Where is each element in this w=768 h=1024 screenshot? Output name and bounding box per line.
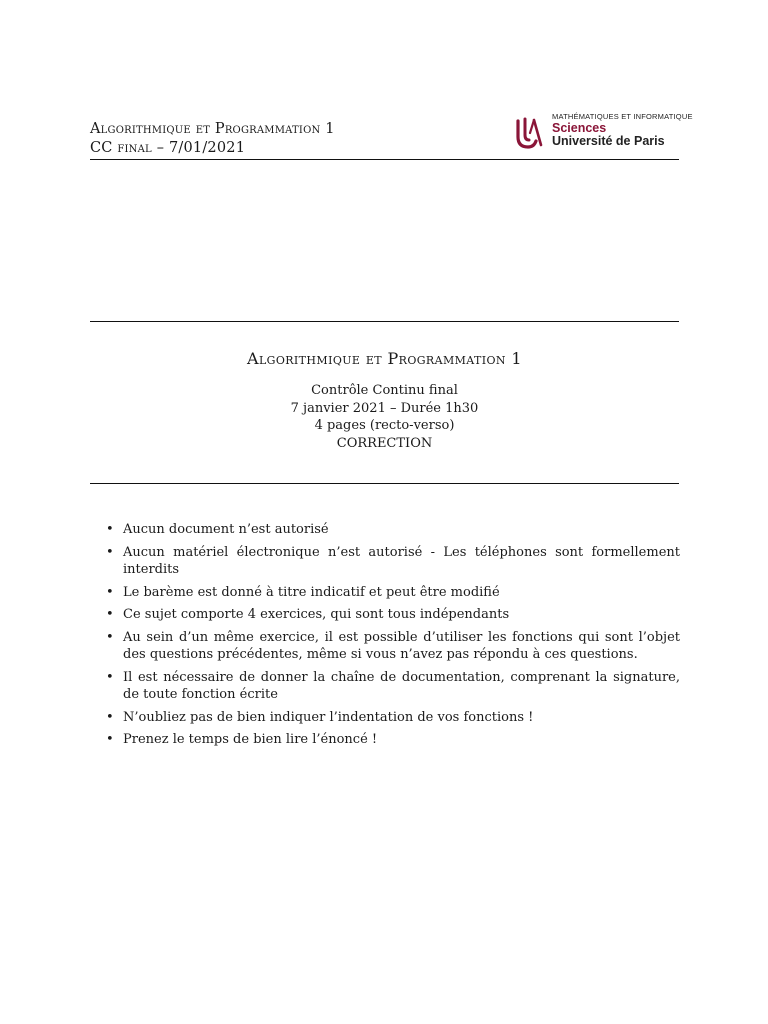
list-item <box>106 669 680 704</box>
bullet-icon: • <box>106 607 114 622</box>
university-logo <box>516 112 693 152</box>
title-correction: CORRECTION <box>336 435 433 451</box>
bullet-icon: • <box>106 522 114 537</box>
university-logo-mark-icon <box>516 117 546 149</box>
list-item <box>106 544 680 579</box>
instruction-text: Aucun document n’est autorisé <box>123 522 329 537</box>
list-item <box>106 584 680 602</box>
title-top-divider <box>90 321 679 322</box>
list-item <box>106 731 680 749</box>
bullet-icon: • <box>106 629 114 645</box>
instruction-text: Ce sujet comporte 4 exercices, qui sont tous indépendants <box>123 607 510 622</box>
title-date-duration: 7 janvier 2021 – Durée 1h30 <box>290 400 479 416</box>
list-item <box>106 709 680 727</box>
logo-university: Université de Paris <box>552 134 665 148</box>
bullet-icon: • <box>106 732 114 747</box>
bullet-icon: • <box>106 669 114 685</box>
list-item <box>106 629 680 664</box>
title-bottom-divider <box>90 483 679 484</box>
title-exam-type: Contrôle Continu final <box>311 383 458 398</box>
instruction-text: N’oubliez pas de bien indiquer l’indentation de vos fonctions ! <box>123 709 534 725</box>
instruction-text: Le barème est donné à titre indicatif et peut être modifié <box>123 584 500 600</box>
document-title: Algorithmique et Programmation 1 <box>246 349 523 368</box>
bullet-icon: • <box>106 544 114 560</box>
header-divider <box>90 159 679 160</box>
header-course: Algorithmique et Programmation 1 <box>90 121 335 137</box>
instruction-text: Prenez le temps de bien lire l’énoncé ! <box>123 732 378 747</box>
logo-faculty: Sciences <box>552 121 607 135</box>
instruction-text: Il est nécessaire de donner la chaîne de documentation, comprenant la signature, de toute fonction écrite <box>123 669 680 702</box>
title-block <box>90 349 679 452</box>
title-page-count: 4 pages (recto-verso) <box>314 418 455 433</box>
logo-department: MATHÉMATIQUES ET INFORMATIQUE <box>552 112 693 121</box>
bullet-icon: • <box>106 584 114 600</box>
header-exam-date: CC final – 7/01/2021 <box>90 140 246 156</box>
instructions-list <box>106 521 680 754</box>
list-item <box>106 521 680 539</box>
instruction-text: Aucun matériel électronique n’est autorisé - Les téléphones sont formellement interdits <box>123 544 680 577</box>
header-left <box>90 120 335 158</box>
list-item <box>106 606 680 624</box>
instruction-text: Au sein d’un même exercice, il est possible d’utiliser les fonctions qui sont l’objet des questions précédentes, même si vous n’avez pas répondu à ces questions. <box>123 629 680 662</box>
bullet-icon: • <box>106 709 114 725</box>
